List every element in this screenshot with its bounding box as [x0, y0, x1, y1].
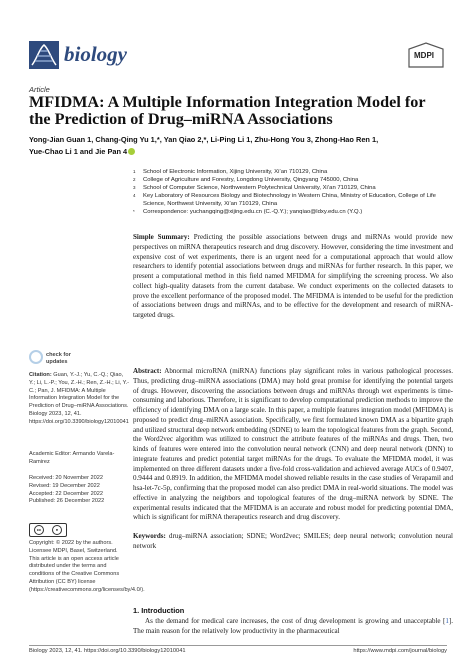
publisher-name: MDPI	[414, 51, 434, 60]
abstract-text: Abnormal microRNA (miRNA) functions play significant roles in various pathological processes. Thus, predicting drug–miRNA associations (DMA) may hold great promise for identifying the potential targets of drugs. However, discovering the associations between drugs and miRNAs through wet experiments is time-consuming and laborious. Therefore, it is significant to develop computational prediction methods to improve the efficiency of identifying DMA on a large scale. In this paper, a multiple features integration model (MFIDMA) is proposed to predict drug–miRNA association. Specifically, we first formulated known DMA as a bipartite graph and utilized structural deep network embedding (SDNE) to learn the topological features from the graph. Second, the Word2vec algorithm was utilized to construct the attribute features of the miRNAs and drugs. Then, two kinds of features were entered into the convolution neural network (CNN) and deep neural network (DNN) to integrate features and predict potential target miRNAs for the drugs. To evaluate the MFIDMA model, it was implemented on three different datasets under a five-fold cross-validation and achieved average AUCs of 0.9407, 0.9444 and 0.8919. In addition, the MFIDMA model showed reliable results in the case studies of Verapamil and hsa-let-7c-5p, confirming that the proposed model can also predict DMA in real-world situations. The model was effective in analyzing the neighbors and topological features of the drug–miRNA network by SDNE. The experimental results indicated that the MFIDMA is an accurate and robust model for predicting potential DMA, which is significant for miRNA therapeutics research and drug discovery.	[133, 367, 453, 522]
affiliation-item: 3 School of Computer Science, Northwestern Polytechnical University, Xi’an 710129, China	[133, 185, 376, 192]
check-for-updates-icon[interactable]	[29, 350, 43, 364]
simple-summary-label: Simple Summary:	[133, 233, 190, 241]
journal-name: biology	[64, 42, 127, 66]
biology-journal-logo	[29, 41, 59, 69]
affiliation-item: 1 School of Electronic Information, Xijing University, Xi’an 710129, China	[133, 169, 328, 175]
authors-line-2: Yue-Chao Li 1 and Jie Pan 4	[29, 147, 128, 156]
published-date: Published: 26 December 2022	[29, 498, 105, 505]
introduction-heading: 1. Introduction	[133, 606, 185, 615]
keywords-label: Keywords:	[133, 532, 166, 540]
introduction-text: As the demand for medical care increases, the cost of drug development is growing and unacceptable [1]. The main reason for the relatively low productivity in the pharmaceutical	[133, 617, 453, 635]
correspondence: * Correspondence: yuchangqing@xijing.edu.cn (C.-Q.Y.); yanqiao@ldxy.edu.cn (Y.Q.)	[133, 209, 363, 216]
affiliations	[133, 168, 453, 217]
citation-block	[29, 372, 129, 427]
authors-line-1: Yong-Jian Guan 1, Chang-Qing Yu 1,*, Yan Qiao 2,*, Li-Ping Li 1, Zhu-Hong You 3, Zhong-Hao Ren 1,	[29, 135, 379, 144]
orcid-icon[interactable]	[128, 148, 135, 155]
affiliation-item: 4 Key Laboratory of Resources Biology and Biotechnology in Western China, Ministry of Education, College of Life Science, Northwest University, Xi’an 710129, China	[133, 193, 436, 208]
citation-label: Citation:	[29, 372, 52, 378]
received-date: Received: 20 November 2022	[29, 475, 104, 481]
reference-link[interactable]: 1	[445, 617, 449, 625]
abstract	[133, 367, 453, 523]
footer-citation: Biology 2023, 12, 41. https://doi.org/10.3390/biology12010041	[29, 648, 186, 654]
footer-journal-url[interactable]: https://www.mdpi.com/journal/biology	[353, 648, 447, 654]
revised-date: Revised: 19 December 2022	[29, 482, 100, 489]
affiliation-item: 2 College of Agriculture and Forestry, Longdong University, Qingyang 745000, China	[133, 177, 359, 184]
publication-dates	[29, 475, 129, 506]
article-title: MFIDMA: A Multiple Information Integration Model for the Prediction of Drug–miRNA Associations	[29, 93, 426, 128]
simple-summary	[133, 233, 453, 321]
simple-summary-text: Predicting the possible associations between drugs and miRNAs would provide new perspectives on miRNA therapeutics research and drug discovery. However, considering the time investment and expensive cost of wet experiments, there is an urgent need for a computational approach that would allow researchers to identify potential associations between drugs and miRNAs for further research. In this paper, we present a computational method in this field named MFIDMA for simplifying the screening process. We also collect high-quality datasets from the current database. We conduct experiments on the collected datasets to prove the excellent performance of the proposed model. The MFIDMA is intended to be useful for the prediction of associations between drugs and miRNAs, and to be effective for the development and research of miRNA-targeted drugs.	[133, 233, 453, 319]
academic-editor: Academic Editor: Armando Varela-Ramirez	[29, 451, 115, 465]
check-for-updates-label[interactable]: check for updates	[46, 352, 71, 365]
keywords	[133, 532, 453, 552]
keywords-text: drug–miRNA association; SDNE; Word2vec; SMILES; deep neural network; convolution neural network	[133, 532, 453, 550]
attribution-icon: ●	[52, 525, 62, 535]
footer-divider	[29, 645, 447, 646]
author-list	[29, 134, 459, 158]
copyright-notice: Copyright: © 2022 by the authors. Licensee MDPI, Basel, Switzerland. This article is an open access article distributed under the terms and conditions of the Creative Commons Attribution (CC BY) license (https://creativecommons.org/licenses/by/4.0/).	[29, 540, 145, 593]
abstract-label: Abstract:	[133, 367, 162, 375]
cc-by-license-badge[interactable]	[29, 523, 67, 537]
citation-text: Guan, Y.-J.; Yu, C.-Q.; Qiao, Y.; Li, L.-P.; You, Z.-H.; Ren, Z.-H.; Li, Y.-C.; Pan, J. MFIDMA: A Multiple Information Integration Model for the Prediction of Drug–miRNA Associations. Biology 2023, 12, 41. https://doi.org/10.3390/biology12010041	[29, 372, 130, 425]
accepted-date: Accepted: 22 December 2022	[29, 490, 104, 497]
article-type-label: Article	[29, 85, 50, 94]
creative-commons-icon: cc	[34, 525, 44, 535]
